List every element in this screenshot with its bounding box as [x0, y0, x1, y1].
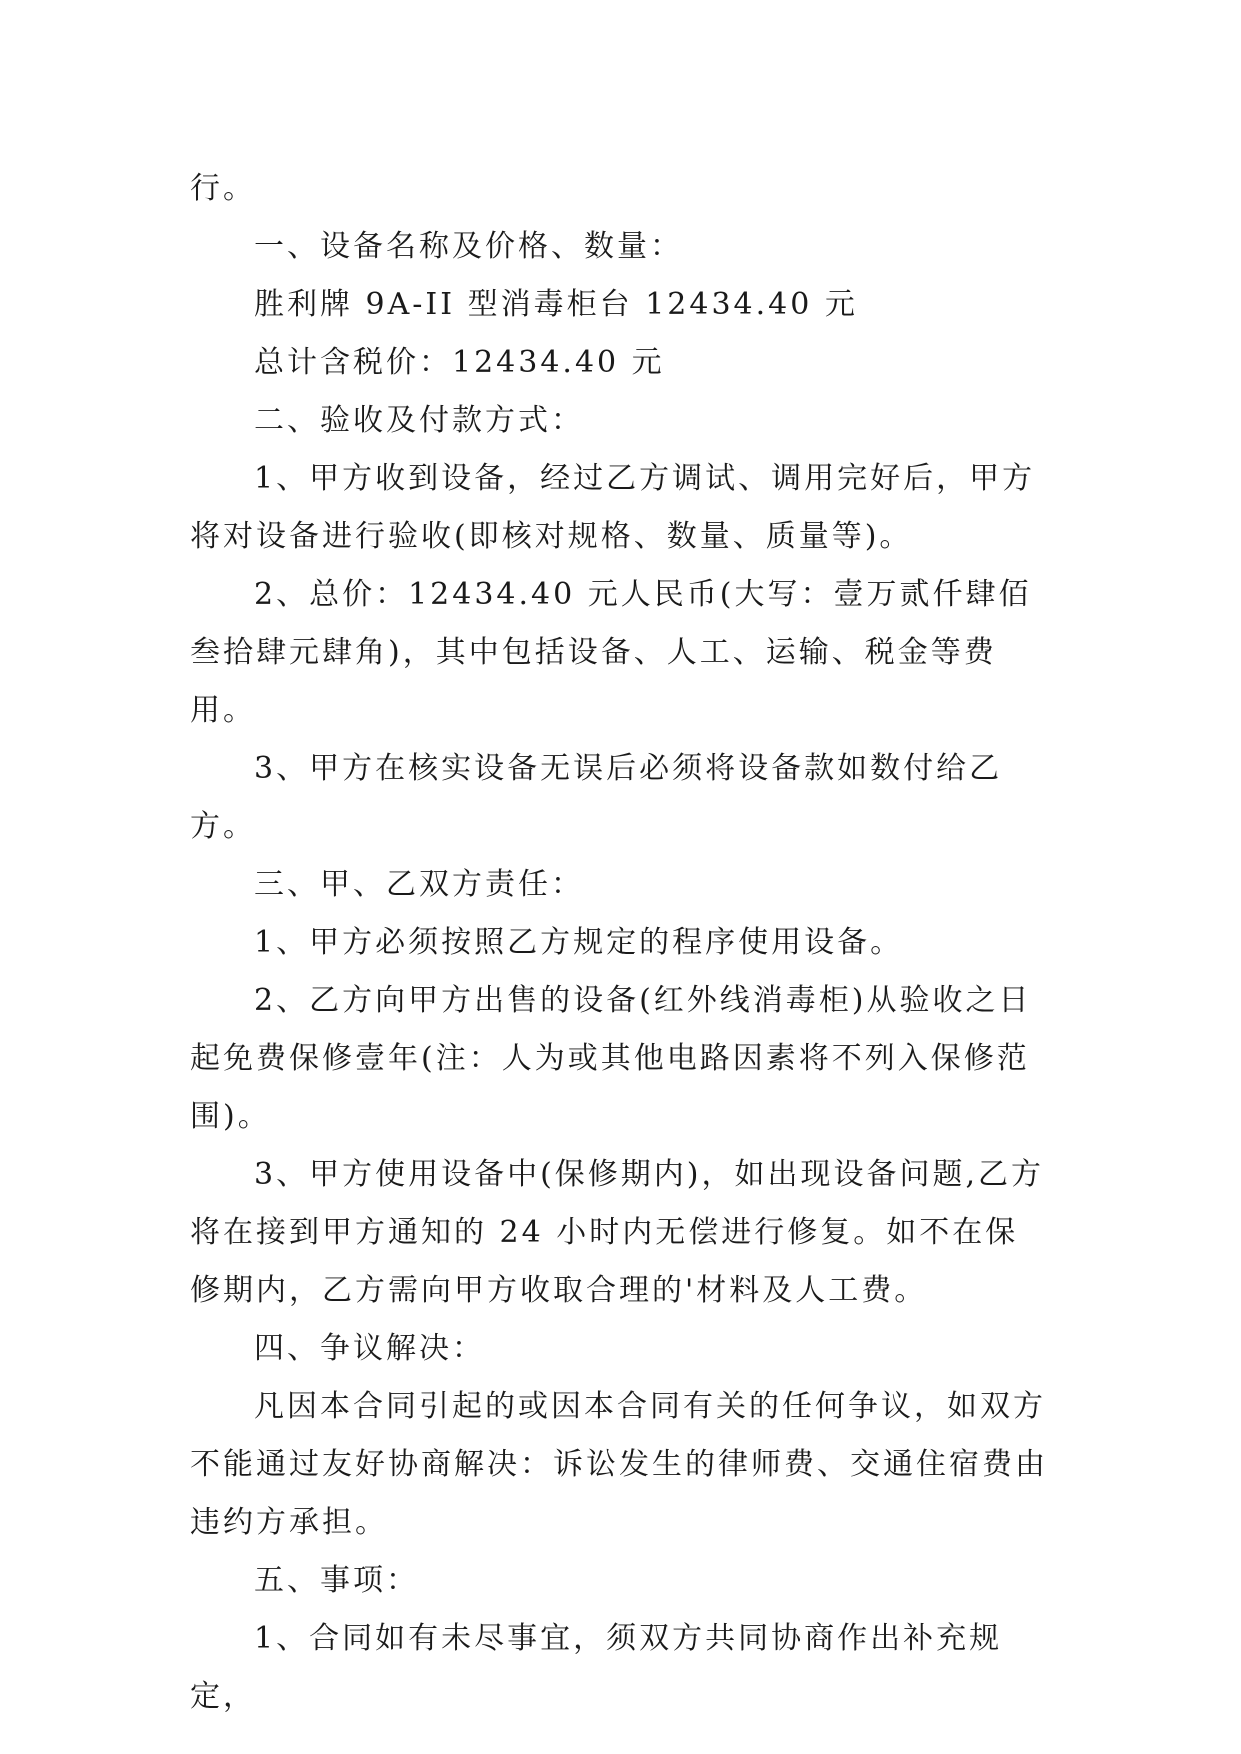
- paragraph-responsibility-2: 2、乙方向甲方出售的设备(红外线消毒柜)从验收之日起免费保修壹年(注：人为或其他电路因素将不列入保修范围)。: [190, 983, 1032, 1134]
- section-heading-matters: 五、事项：: [254, 1563, 419, 1598]
- section-heading-equipment: 一、设备名称及价格、数量：: [254, 229, 683, 264]
- paragraph-total-price: 总计含税价：12434.40 元: [254, 345, 665, 380]
- paragraph-responsibility-1: 1、甲方必须按照乙方规定的程序使用设备。: [254, 925, 904, 960]
- paragraph-equipment-item: 胜利牌 9A-II 型消毒柜台 12434.40 元: [254, 287, 858, 322]
- paragraph-continuation: 行。: [190, 171, 256, 206]
- section-heading-dispute: 四、争议解决：: [254, 1331, 485, 1366]
- paragraph-acceptance-2: 2、总价：12434.40 元人民币(大写：壹万贰仟肆佰叁拾肆元肆角)，其中包括设备、人工、运输、税金等费用。: [190, 577, 1032, 728]
- document-body: [190, 160, 1050, 1726]
- paragraph-responsibility-3: 3、甲方使用设备中(保修期内)，如出现设备问题,乙方将在接到甲方通知的 24 小时内无偿进行修复。如不在保修期内，乙方需向甲方收取合理的'材料及人工费。: [190, 1157, 1045, 1308]
- section-heading-acceptance-payment: 二、验收及付款方式：: [254, 403, 584, 438]
- paragraph-dispute: 凡因本合同引起的或因本合同有关的任何争议，如双方不能通过友好协商解决：诉讼发生的律师费、交通住宿费由违约方承担。: [190, 1389, 1048, 1540]
- paragraph-acceptance-3: 3、甲方在核实设备无误后必须将设备款如数付给乙方。: [190, 751, 1003, 844]
- paragraph-acceptance-1: 1、甲方收到设备，经过乙方调试、调用完好后，甲方将对设备进行验收(即核对规格、数量、质量等)。: [190, 461, 1036, 554]
- paragraph-matters-1: 1、合同如有未尽事宜，须双方共同协商作出补充规定，: [190, 1621, 1003, 1714]
- section-heading-responsibilities: 三、甲、乙双方责任：: [254, 867, 584, 902]
